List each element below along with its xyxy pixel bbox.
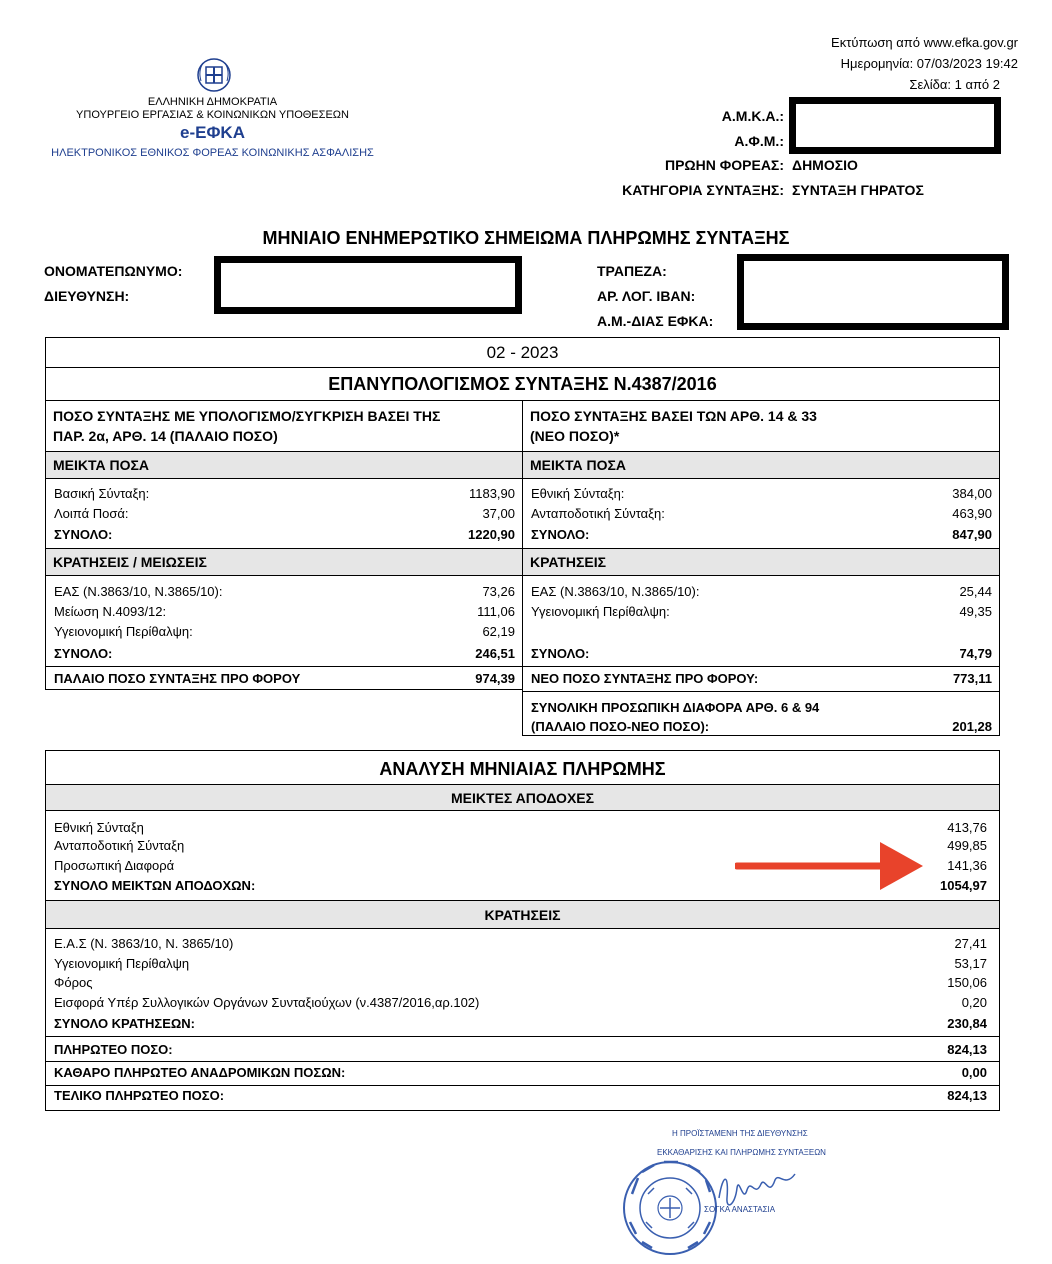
afm-label: Α.Φ.Μ.: (734, 133, 784, 149)
redacted-name-address (214, 256, 522, 314)
old-gross-total: ΣΥΝΟΛΟ: 1220,90 (54, 527, 515, 542)
personal-difference-value: 201,28 (952, 719, 992, 734)
final-payable-amount: ΤΕΛΙΚΟ ΠΛΗΡΩΤΕΟ ΠΟΣΟ: 824,13 (54, 1088, 987, 1103)
new-gross-total: ΣΥΝΟΛΟ: 847,90 (531, 527, 992, 542)
personal-difference-label: ΣΥΝΟΛΙΚΗ ΠΡΟΣΩΠΙΚΗ ΔΙΑΦΟΡΑ ΑΡΘ. 6 & 94 (ΠΑΛΑΙΟ ΠΟΣΟ-ΝΕΟ ΠΟΣΟ): (531, 700, 820, 734)
new-pretax-amount: ΝΕΟ ΠΟΣΟ ΣΥΝΤΑΞΗΣ ΠΡΟ ΦΟΡΟΥ: 773,11 (531, 671, 992, 686)
list-item: Ανταποδοτική Σύνταξη: 463,90 (531, 506, 992, 521)
period-label: 02 - 2023 (486, 343, 559, 362)
ministry-label: ΥΠΟΥΡΓΕΙΟ ΕΡΓΑΣΙΑΣ & ΚΟΙΝΩΝΙΚΩΝ ΥΠΟΘΕΣΕΩΝ (76, 109, 349, 121)
signature-title-line1: Η ΠΡΟΪΣΤΑΜΕΝΗ ΤΗΣ ΔΙΕΥΘΥΝΣΗΣ (672, 1129, 808, 1138)
bank-label: ΤΡΑΠΕΖΑ: (597, 263, 667, 279)
new-deductions-total: ΣΥΝΟΛΟ: 74,79 (531, 646, 992, 661)
annotation-arrow-icon (735, 838, 925, 897)
list-item: Φόρος 150,06 (54, 975, 987, 990)
am-efka-label: Α.Μ.-ΔΙΑΣ ΕΦΚΑ: (597, 313, 714, 329)
analysis-title: ΑΝΑΛΥΣΗ ΜΗΝΙΑΙΑΣ ΠΛΗΡΩΜΗΣ (379, 759, 666, 779)
iban-label: ΑΡ. ΛΟΓ. IBAN: (597, 288, 696, 304)
old-amount-header: ΠΟΣΟ ΣΥΝΤΑΞΗΣ ΜΕ ΥΠΟΛΟΓΙΣΜΟ/ΣΥΓΚΡΙΣΗ ΒΑΣΕΙ ΤΗΣ ΠΑΡ. 2α, ΑΡΘ. 14 (ΠΑΛΑΙΟ ΠΟΣΟ) (53, 408, 441, 444)
print-source: Εκτύπωση από www.efka.gov.gr (831, 35, 1018, 50)
former-carrier-label: ΠΡΩΗΝ ΦΟΡΕΑΣ: (664, 157, 784, 173)
deductions-label: ΚΡΑΤΗΣΕΙΣ (484, 907, 561, 923)
agency-label: ΗΛΕΚΤΡΟΝΙΚΟΣ ΕΘΝΙΚΟΣ ΦΟΡΕΑΣ ΚΟΙΝΩΝΙΚΗΣ ΑΣΦΑΛΙΣΗΣ (51, 147, 374, 159)
divider (45, 1061, 1000, 1062)
list-item: Προσωπική Διαφορά 141,36 (54, 858, 987, 873)
divider (45, 666, 523, 667)
list-item: Ανταποδοτική Σύνταξη 499,85 (54, 838, 987, 853)
new-amount-header: ΠΟΣΟ ΣΥΝΤΑΞΗΣ ΒΑΣΕΙ ΤΩΝ ΑΡΘ. 14 & 33 (ΝΕΟ ΠΟΣΟ)* (530, 408, 817, 444)
old-gross-label: ΜΕΙΚΤΑ ΠΟΣΑ (53, 457, 150, 473)
old-deductions-total: ΣΥΝΟΛΟ: 246,51 (54, 646, 515, 661)
new-deductions-label: ΚΡΑΤΗΣΕΙΣ (530, 554, 607, 570)
signature-title-line2: ΕΚΚΑΘΑΡΙΣΗΣ ΚΑΙ ΠΛΗΡΩΜΗΣ ΣΥΝΤΑΞΕΩΝ (657, 1148, 826, 1157)
pension-category-label: ΚΑΤΗΓΟΡΙΑ ΣΥΝΤΑΞΗΣ: (622, 182, 784, 198)
net-retroactive-amount: ΚΑΘΑΡΟ ΠΛΗΡΩΤΕΟ ΑΝΑΔΡΟΜΙΚΩΝ ΠΟΣΩΝ: 0,00 (54, 1065, 987, 1080)
list-item: Βασική Σύνταξη: 1183,90 (54, 486, 515, 501)
list-item: Υγειονομική Περίθαλψη 53,17 (54, 956, 987, 971)
list-item: ΕΑΣ (Ν.3863/10, Ν.3865/10): 25,44 (531, 584, 992, 599)
deductions-total: ΣΥΝΟΛΟ ΚΡΑΤΗΣΕΩΝ: 230,84 (54, 1016, 987, 1031)
recalc-title: ΕΠΑΝΥΠΟΛΟΓΙΣΜΟΣ ΣΥΝΤΑΞΗΣ Ν.4387/2016 (328, 374, 717, 394)
list-item: Υγειονομική Περίθαλψη: 49,35 (531, 604, 992, 619)
list-item: Εισφορά Υπέρ Συλλογικών Οργάνων Συνταξιούχων (ν.4387/2016,αρ.102) 0,20 (54, 995, 987, 1010)
pension-category-value: ΣΥΝΤΑΞΗ ΓΗΡΑΤΟΣ (792, 182, 924, 198)
divider (45, 1085, 1000, 1086)
address-label: ΔΙΕΥΘΥΝΣΗ: (44, 288, 130, 304)
divider (522, 691, 1000, 692)
old-deductions-label: ΚΡΑΤΗΣΕΙΣ / ΜΕΙΩΣΕΙΣ (53, 554, 207, 570)
old-pretax-amount: ΠΑΛΑΙΟ ΠΟΣΟ ΣΥΝΤΑΞΗΣ ΠΡΟ ΦΟΡΟΥ 974,39 (54, 671, 515, 686)
list-item: Μείωση Ν.4093/12: 111,06 (54, 604, 515, 619)
redacted-amka-afm (789, 97, 1001, 154)
page-number: Σελίδα: 1 από 2 (909, 77, 1000, 92)
list-item: ΕΑΣ (Ν.3863/10, Ν.3865/10): 73,26 (54, 584, 515, 599)
name-label: ΟΝΟΜΑΤΕΠΩΝΥΜΟ: (44, 263, 183, 279)
payable-amount: ΠΛΗΡΩΤΕΟ ΠΟΣΟ: 824,13 (54, 1042, 987, 1057)
efka-logo: e-ΕΦΚΑ (180, 123, 245, 142)
divider (522, 666, 1000, 667)
republic-label: ΕΛΛΗΝΙΚΗ ΔΗΜΟΚΡΑΤΙΑ (147, 96, 278, 108)
gross-earnings-total: ΣΥΝΟΛΟ ΜΕΙΚΤΩΝ ΑΠΟΔΟΧΩΝ: 1054,97 (54, 878, 987, 893)
former-carrier-value: ΔΗΜΟΣΙΟ (792, 157, 858, 173)
list-item: Εθνική Σύνταξη: 384,00 (531, 486, 992, 501)
redacted-bank-iban (737, 254, 1009, 330)
new-gross-label: ΜΕΙΚΤΑ ΠΟΣΑ (530, 457, 627, 473)
list-item: Ε.Α.Σ (Ν. 3863/10, Ν. 3865/10) 27,41 (54, 936, 987, 951)
list-item: Λοιπά Ποσά: 37,00 (54, 506, 515, 521)
amka-label: Α.Μ.Κ.Α.: (721, 108, 784, 124)
signatory-name: ΣΟΓΚΑ ΑΝΑΣΤΑΣΙΑ (704, 1205, 776, 1214)
print-date: Ημερομηνία: 07/03/2023 19:42 (840, 56, 1018, 71)
gross-earnings-label: ΜΕΙΚΤΕΣ ΑΠΟΔΟΧΕΣ (450, 790, 595, 806)
document-title: ΜΗΝΙΑΙΟ ΕΝΗΜΕΡΩΤΙΚΟ ΣΗΜΕΙΩΜΑ ΠΛΗΡΩΜΗΣ ΣΥΝΤΑΞΗΣ (262, 228, 790, 248)
greek-emblem-icon (193, 57, 235, 98)
list-item: Εθνική Σύνταξη 413,76 (54, 820, 987, 835)
divider (45, 1036, 1000, 1037)
list-item: Υγειονομική Περίθαλψη: 62,19 (54, 624, 515, 639)
